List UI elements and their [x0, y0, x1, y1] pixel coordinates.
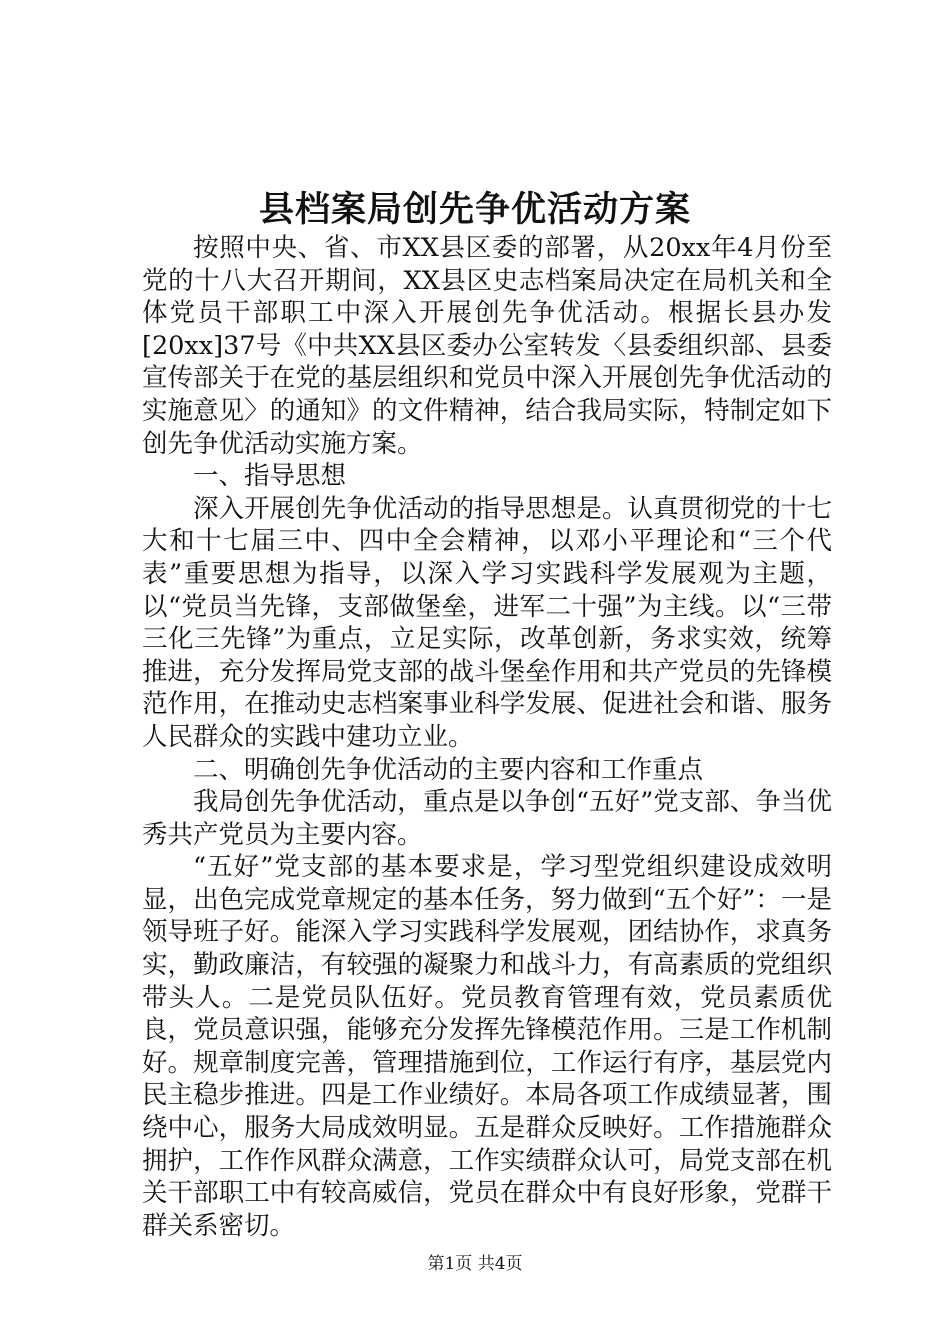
section-heading-guiding-thought: 一、指导思想 — [193, 461, 347, 492]
five-good-requirements-paragraph: “五好”党支部的基本要求是，学习型党组织建设成效明显，出色完成党章规定的基本任务，努力做到“五个好”：一是领导班子好。能深入学习实践科学发展观，团结协作，求真务实，勤政廉洁，有较强的凝聚力和战斗力，有高素质的党组织带头人。二是党员队伍好。党员教育管理有效，党员素质优良，党员意识强，能够充分发挥先锋模范作用。三是工作机制好。规章制度完善，管理措施到位，工作运行有序，基层党内民主稳步推进。四是工作业绩好。本局各项工作成绩显著，围绕中心，服务大局成效明显。五是群众反映好。工作措施群众拥护，工作作风群众满意，工作实绩群众认可，局党支部在机关干部职工中有较高威信，党员在群众中有良好形象，党群干群关系密切。 — [142, 852, 832, 1241]
guiding-thought-paragraph: 深入开展创先争优活动的指导思想是。认真贯彻党的十七大和十七届三中、四中全会精神，以邓小平理论和“三个代表”重要思想为指导，以深入学习实践科学发展观为主题，以“党员当先锋，支部做堡垒，进军二十强”为主线。以“三带三化三先锋”为重点，立足实际，改革创新，务求实效，统筹推进，充分发挥局党支部的战斗堡垒作用和共产党员的先锋模范作用，在推动史志档案事业科学发展、促进社会和谐、服务人民群众的实践中建功立业。 — [142, 493, 832, 752]
section-heading-main-content: 二、明确创先争优活动的主要内容和工作重点 — [193, 754, 704, 785]
intro-paragraph: 按照中央、省、市XX县区委的部署，从20xx年4月份至党的十八大召开期间，XX县区史志档案局决定在局机关和全体党员干部职工中深入开展创先争优活动。根据长县办发[20xx]37号《中共XX县区委办公室转发〈县委组织部、县委宣传部关于在党的基层组织和党员中深入开展创先争优活动的实施意见〉的通知》的文件精神，结合我局实际，特制定如下创先争优活动实施方案。 — [142, 233, 832, 459]
main-content-paragraph: 我局创先争优活动，重点是以争创“五好”党支部、争当优秀共产党员为主要内容。 — [142, 787, 832, 850]
page-number-footer: 第1页 共4页 — [427, 1254, 523, 1274]
document-title: 县档案局创先争优活动方案 — [258, 189, 691, 230]
document-body — [142, 232, 832, 1242]
